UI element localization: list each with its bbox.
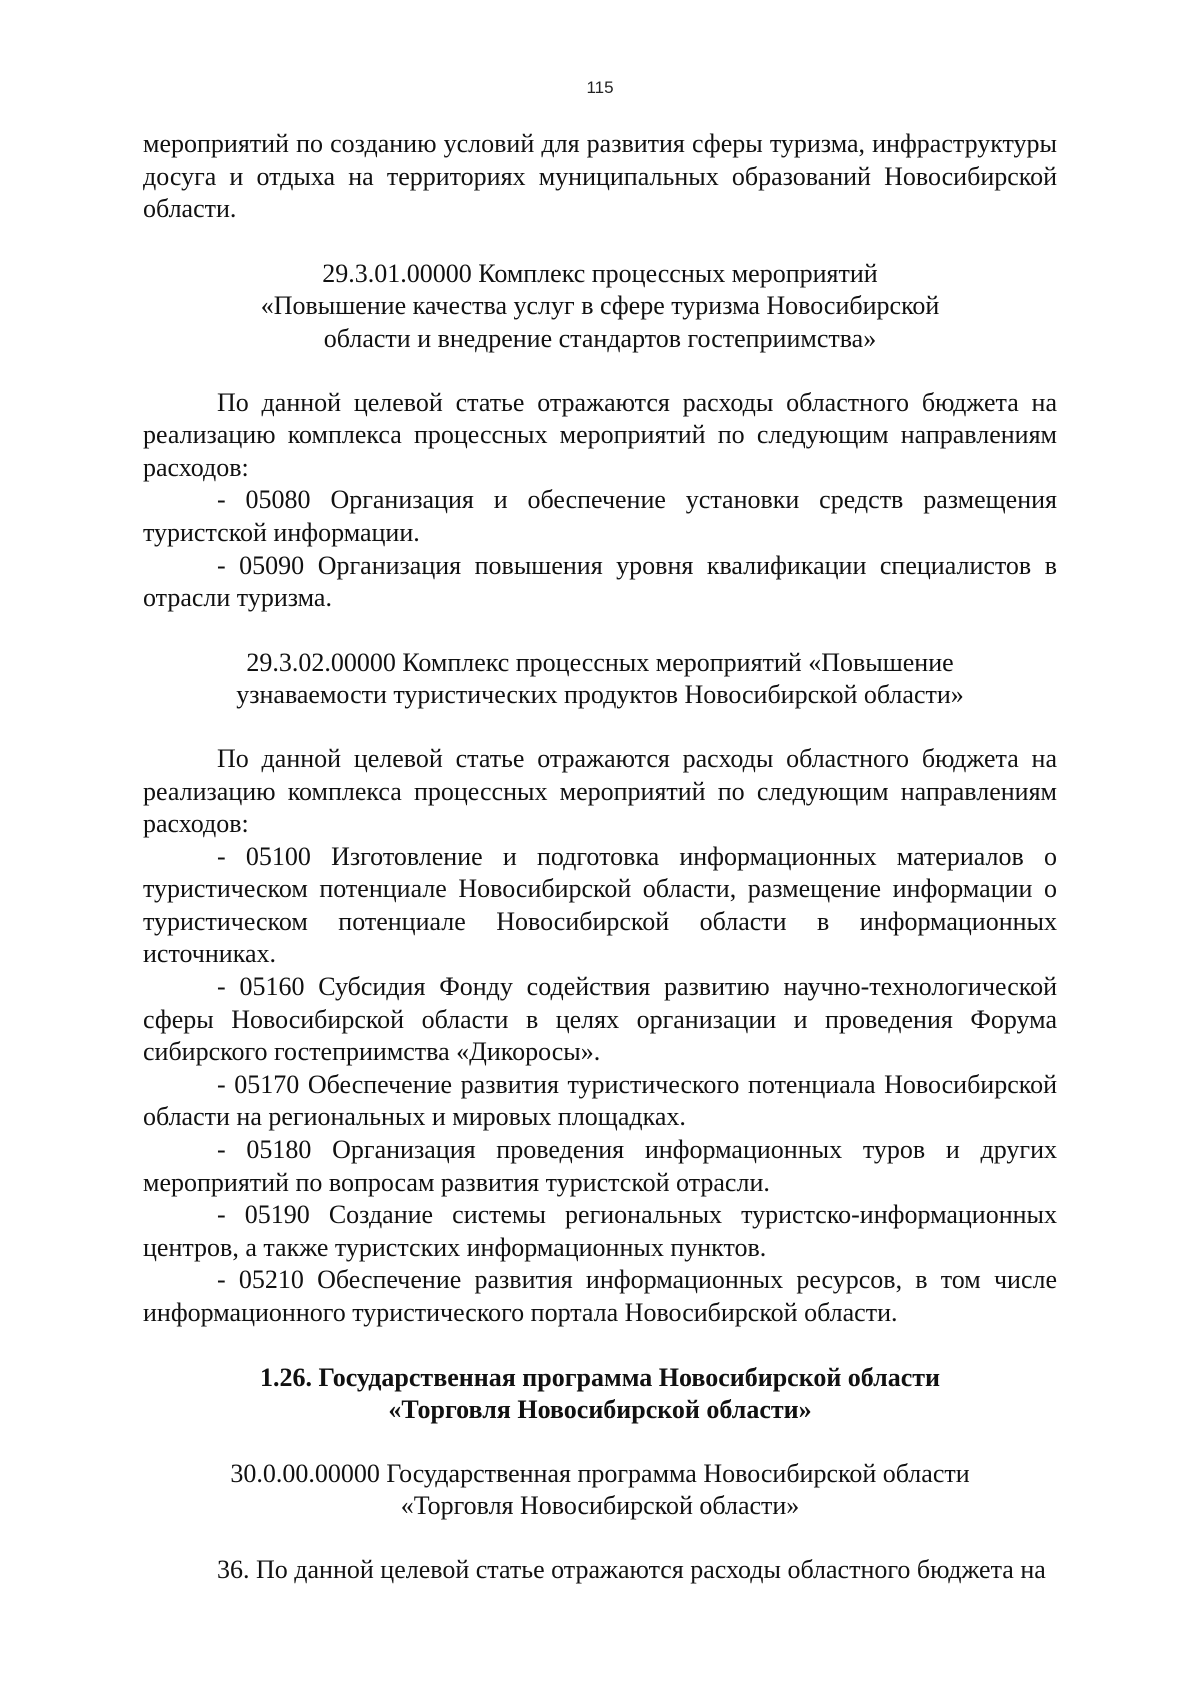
program-title bbox=[143, 1362, 1057, 1427]
expense-code: - 05090 bbox=[217, 550, 305, 580]
expense-item bbox=[143, 484, 1057, 549]
expense-code: - 05080 bbox=[217, 485, 311, 515]
expense-item bbox=[143, 841, 1057, 971]
program-title-line: «Торговля Новосибирской области» bbox=[388, 1395, 812, 1425]
section-2-heading-line: 29.3.02.00000 Комплекс процессных мероприятий «Повышение bbox=[246, 647, 954, 677]
page-number: 115 bbox=[586, 78, 614, 97]
expense-text: Изготовление и подготовка информационных материалов о туристическом потенциале Новосибирской области, размещение информации о туристическом потенциале Новосибирской области в информационных источниках. bbox=[143, 841, 1057, 969]
expense-code: - 05170 bbox=[217, 1069, 300, 1099]
expense-item bbox=[143, 1134, 1057, 1199]
expense-code: - 05160 bbox=[217, 972, 305, 1002]
section-1-heading-line: «Повышение качества услуг в сфере туризма Новосибирской bbox=[260, 291, 940, 321]
program-subheading-line: 30.0.00.00000 Государственная программа Новосибирской области bbox=[230, 1458, 970, 1488]
document-body bbox=[143, 128, 1057, 1587]
expense-text: Обеспечение развития туристического потенциала Новосибирской области на региональных и мировых площадках. bbox=[143, 1069, 1057, 1132]
section-2-heading bbox=[143, 647, 1057, 712]
section-2-paragraph: По данной целевой статье отражаются расходы областного бюджета на реализацию комплекса процессных мероприятий по следующим направлениям расходов: bbox=[143, 743, 1057, 839]
expense-item bbox=[143, 1264, 1057, 1329]
expense-item bbox=[143, 1069, 1057, 1134]
expense-text: Организация проведения информационных туров и других мероприятий по вопросам развития туристской отрасли. bbox=[143, 1135, 1057, 1197]
expense-code: - 05210 bbox=[217, 1265, 304, 1295]
expense-item bbox=[143, 1199, 1057, 1264]
program-subheading-line: «Торговля Новосибирской области» bbox=[400, 1491, 800, 1521]
program-subheading bbox=[143, 1458, 1057, 1523]
section-1-heading-line: 29.3.01.00000 Комплекс процессных мероприятий bbox=[322, 258, 878, 288]
expense-item bbox=[143, 971, 1057, 1069]
section-2-heading-line: узнаваемости туристических продуктов Новосибирской области» bbox=[236, 680, 964, 710]
program-title-line: 1.26. Государственная программа Новосибирской области bbox=[259, 1362, 941, 1392]
program-paragraph: 36. По данной целевой статье отражаются расходы областного бюджета на bbox=[217, 1554, 1046, 1584]
expense-text: Организация повышения уровня квалификации специалистов в отрасли туризма. bbox=[143, 550, 1057, 613]
section-1-heading-line: области и внедрение стандартов гостеприимства» bbox=[323, 323, 877, 353]
section-1-paragraph: По данной целевой статье отражаются расходы областного бюджета на реализацию комплекса процессных мероприятий по следующим направлениям расходов: bbox=[143, 387, 1057, 482]
expense-item bbox=[143, 550, 1057, 615]
expense-text: Субсидия Фонду содействия развитию научно-технологической сферы Новосибирской области в целях организации и проведения Форума сибирского гостеприимства «Дикоросы». bbox=[143, 972, 1057, 1067]
expense-code: - 05180 bbox=[217, 1135, 312, 1165]
expense-code: - 05190 bbox=[217, 1200, 310, 1230]
intro-paragraph: мероприятий по созданию условий для развития сферы туризма, инфраструктуры досуга и отдыха на территориях муниципальных образований Новосибирской области. bbox=[143, 129, 1057, 224]
expense-text: Создание системы региональных туристско-информационных центров, а также туристских информационных пунктов. bbox=[143, 1200, 1058, 1262]
section-1-heading bbox=[143, 258, 1057, 356]
expense-text: Организация и обеспечение установки средств размещения туристской информации. bbox=[143, 485, 1057, 547]
expense-code: - 05100 bbox=[217, 841, 311, 871]
expense-text: Обеспечение развития информационных ресурсов, в том числе информационного туристического портала Новосибирской области. bbox=[143, 1265, 1057, 1327]
